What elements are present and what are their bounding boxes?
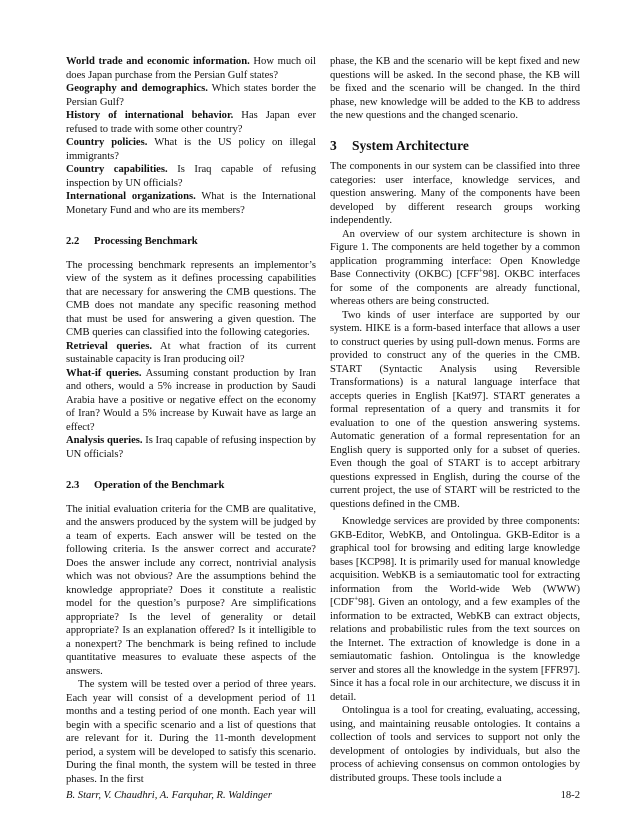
list-item: Country policies. What is the US policy on illegal immigrants?: [66, 137, 316, 162]
paragraph: phase, the KB and the scenario will be kept fixed and new questions will be asked. In the second phase, the KB will be fixed and the scenario will be changed. In the third phase, new knowledge will be added to the KB to address the new questions and the changed scenario.: [330, 56, 580, 121]
section-heading-2-3: 2.3 Operation of the Benchmark: [66, 480, 225, 491]
paragraph: The components in our system can be classified into three categories: user interface, knowledge services, and question answering. Many of the components have been developed by different research groups working independently.: [330, 161, 580, 226]
list-item: International organizations. What is the International Monetary Fund and who are its members?: [66, 191, 316, 216]
list-item: World trade and economic information. How much oil does Japan purchase from the Persian Gulf states?: [66, 56, 316, 81]
list-item: Retrieval queries. At what fraction of its current sustainable capacity is Iran producing oil?: [66, 340, 316, 365]
list-item: History of international behavior. Has Japan ever refused to trade with some other country?: [66, 110, 317, 135]
paragraph: The processing benchmark represents an implementor’s view of the system as it defines processing capabilities that are necessary for answering the CMB questions. The CMB does not mandate any specific reasoning method that must be used for answering a given question. The CMB queries can classified into the following categories.: [66, 259, 316, 338]
paragraph: An overview of our system architecture is shown in Figure 1. The components are held together by a common application programming interface: Open Knowledge Base Connectivity (OKBC) [CFF+98]. OKBC interfaces for some of the components are already functional, whereas others are being constructed.: [330, 228, 580, 307]
page-number: 18-2: [560, 790, 580, 801]
paragraph: Two kinds of user interface are supported by our system. HIKE is a form-based interface that allows a user to construct queries by using pull-down menus. Forms are provided to construct any of the queries in the CMB. START (Syntactic Analysis using Reversible Transformations) is a natural language interface that accepts queries in English [Kat97]. START generates a formal representation of a query and transmits it for evaluation to one of the question answering systems. Automatic generation of a formal representation for an English query is supported only for a subset of queries. Even though the goal of START is to accept arbitrary questions expressed in English, during the course of the current project, the use of START will be restricted to the questions defined in the CMB.: [330, 309, 580, 510]
footer-authors: B. Starr, V. Chaudhri, A. Farquhar, R. Waldinger: [66, 790, 273, 801]
right-column: [330, 55, 580, 785]
paragraph: Knowledge services are provided by three components: GKB-Editor, WebKB, and Ontolingua. GKB-Editor is a graphical tool for browsing and editing large knowledge bases [KCP98]. It is primarily used for manual knowledge acquisition. WebKB is a semiautomatic tool for extracting information from the World-wide Web (WWW) [CDF+98]. Given an ontology, and a few examples of the information to be extracted, WebKB can extract objects, relations and probabilistic rules from the text sources on the Internet. The extraction of knowledge is done in a semiautomatic fashion. Ontolingua is the knowledge server and stores all the knowledge in the system [FFR97]. Since it has a focal role in our architecture, we discuss it in detail.: [330, 516, 580, 703]
paragraph: Ontolingua is a tool for creating, evaluating, accessing, using, and maintaining reusable ontologies. It contains a collection of tools and services to support not only the development of ontologies by individuals, but also the process of achieving consensus on common ontologies by distributed groups. These tools include a: [330, 705, 580, 784]
paragraph: The system will be tested over a period of three years. Each year will consist of a development period of 11 months and a testing period of one month. Each year will begin with a specific scenario and a list of questions that are relevant for it. During the 11-month development period, a system will be developed to satisfy this scenario. During the final month, the system will be tested in three phases. In the first: [66, 679, 316, 785]
section-heading-3: 3 System Architecture: [330, 137, 469, 153]
list-item: Country capabilities. Is Iraq capable of refusing inspection by UN officials?: [66, 164, 316, 189]
left-column: [66, 55, 316, 786]
section-heading-2-2: 2.2 Processing Benchmark: [66, 236, 198, 247]
page-footer: [66, 790, 580, 801]
list-item: Geography and demographics. Which states border the Persian Gulf?: [66, 83, 316, 108]
list-item: What-if queries. Assuming constant production by Iran and others, would a 5% increase in production by Saudi Arabia have a positive or negative effect on the economy of Iran? Would a 5% increase by Kuwait have as large an effect?: [66, 367, 316, 433]
list-item: Analysis queries. Is Iraq capable of refusing inspection by UN officials?: [66, 435, 316, 460]
paragraph: The initial evaluation criteria for the CMB are qualitative, and the answers produced by the system will be judged by a team of experts. Each answer will be tested on the following criteria. Is the answer correct and accurate? Does the answer include any correct, nontrivial analysis which was not obvious? Are the assumptions behind the knowledge appropriate? Does it constitute a realistic model for the question’s purpose? Are simplifications appropriate? Is the level of generality or detail appropriate? Is an explanation offered? Is it intelligible to a nonexpert? The benchmark is being refined to include quantitative measures to evaluate these aspects of the answers.: [66, 503, 316, 677]
